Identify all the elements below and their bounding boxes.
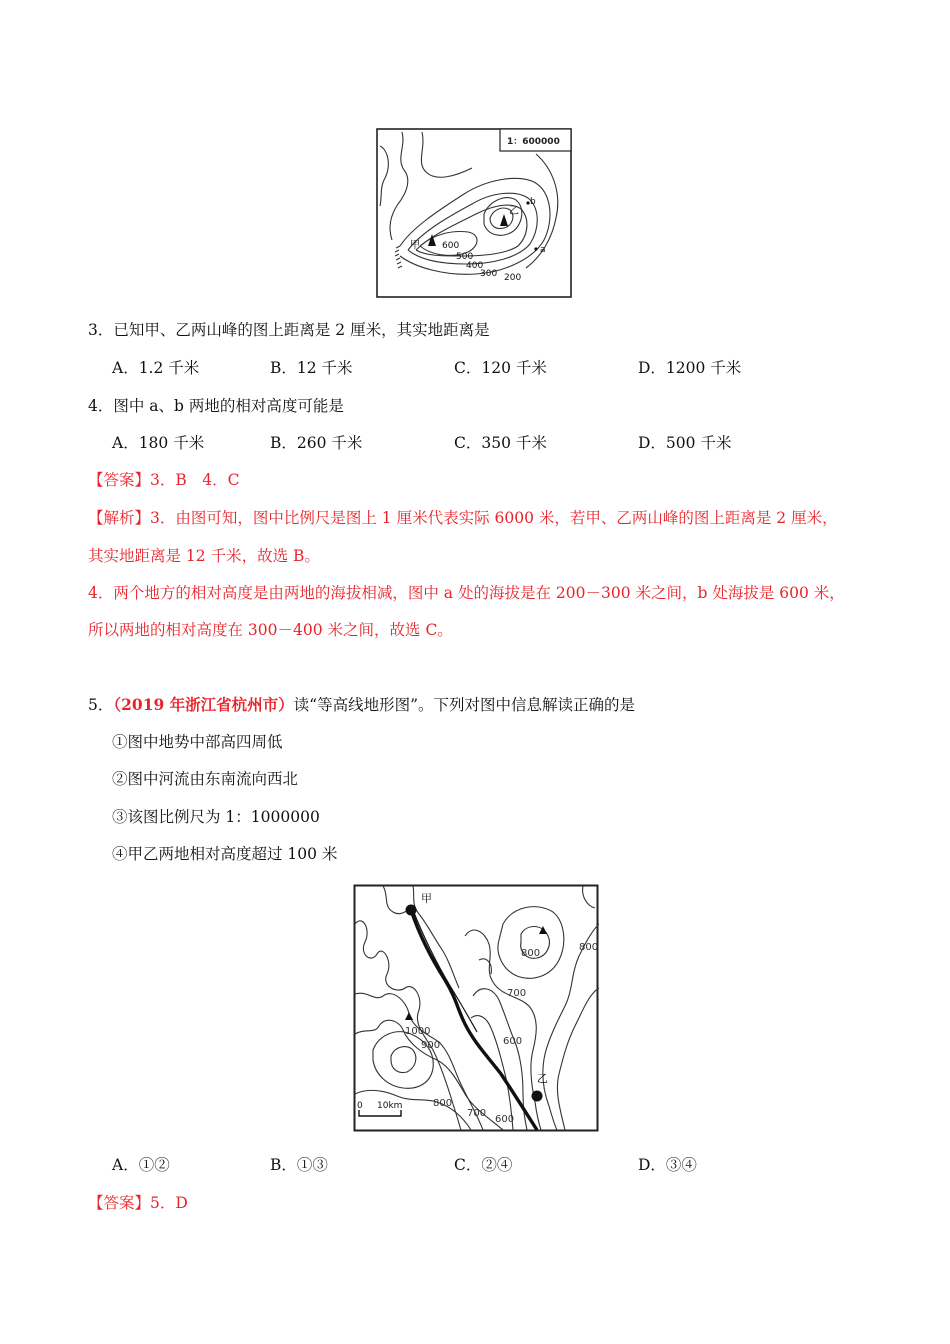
contour-label-800-bottom: 800 — [433, 1098, 453, 1109]
contour-label-700-bottom: 700 — [467, 1108, 487, 1119]
question-5-item-1: ①图中地势中部高四周低 — [112, 733, 283, 751]
question-5-item-2: ②图中河流由东南流向西北 — [112, 770, 299, 788]
contour-label-200: 200 — [504, 273, 522, 283]
question-5-item-3: ③该图比例尺为 1：1000000 — [112, 808, 320, 826]
scalebar-zero: 0 — [357, 1101, 363, 1111]
label-jia: 甲 — [421, 892, 432, 905]
question-5-option-c: C．②④ — [454, 1156, 513, 1174]
contour-map-figure-1 — [376, 128, 572, 298]
contour-map-figure-2 — [353, 884, 599, 1132]
analysis-line-3: 4．两个地方的相对高度是由两地的海拔相减，图中 a 处的海拔是在 200－300 米之间，b 处海拔是 600 米， — [88, 584, 845, 602]
question-4-stem: 4．图中 a、b 两地的相对高度可能是 — [88, 397, 344, 415]
question-4-option-c: C．350 千米 — [454, 434, 547, 452]
question-5-text: 读“等高线地形图”。下列对图中信息解读正确的是 — [293, 696, 636, 714]
question-5-option-a: A．①② — [112, 1156, 170, 1174]
scale-label: 1：600000 — [507, 137, 560, 147]
contour-label-600: 600 — [442, 241, 460, 251]
contour-label-900: 900 — [421, 1040, 441, 1051]
question-5-number: 5． — [88, 696, 114, 714]
label-yi: 乙 — [509, 206, 519, 217]
question-4-option-b: B．260 千米 — [270, 434, 363, 452]
question-3-option-a: A．1.2 千米 — [112, 359, 200, 377]
answer-5: 【答案】5．D — [88, 1194, 188, 1212]
label-a: a — [540, 245, 546, 255]
question-5-option-b: B．①③ — [270, 1156, 328, 1174]
contour-label-700-mid: 700 — [507, 988, 527, 999]
analysis-line-4: 所以两地的相对高度在 300－400 米之间，故选 C。 — [88, 621, 453, 639]
analysis-line-2: 其实地距离是 12 千米，故选 B。 — [88, 547, 320, 565]
contour-label-500: 500 — [456, 252, 474, 262]
question-3-option-c: C．120 千米 — [454, 359, 547, 377]
question-4-option-d: D．500 千米 — [638, 434, 732, 452]
label-yi: 乙 — [537, 1072, 548, 1085]
question-3-stem: 3．已知甲、乙两山峰的图上距离是 2 厘米，其实地距离是 — [88, 321, 490, 339]
contour-label-1000: 1000 — [405, 1026, 431, 1037]
contour-label-600-mid: 600 — [503, 1036, 523, 1047]
question-5-source: （2019 年浙江省杭州市） — [113, 695, 294, 714]
question-3-option-d: D．1200 千米 — [638, 359, 742, 377]
contour-label-800-hill: 800 — [521, 948, 541, 959]
question-3-option-b: B．12 千米 — [270, 359, 353, 377]
contour-label-300: 300 — [480, 269, 498, 279]
question-5-stem — [88, 695, 635, 715]
label-jia: 甲 — [410, 240, 420, 251]
answer-3-4: 【答案】3．B 4．C — [88, 471, 240, 489]
question-5-item-4: ④甲乙两地相对高度超过 100 米 — [112, 845, 338, 863]
contour-label-400: 400 — [466, 261, 484, 271]
question-4-option-a: A．180 千米 — [112, 434, 205, 452]
question-5-option-d: D．③④ — [638, 1156, 697, 1174]
label-b: b — [530, 197, 536, 207]
contour-label-800-right: 800 — [579, 942, 599, 953]
scalebar-length: 10km — [377, 1101, 403, 1111]
analysis-line-1: 【解析】3．由图可知，图中比例尺是图上 1 厘米代表实际 6000 米，若甲、乙两山峰的图上距离是 2 厘米， — [88, 509, 838, 527]
contour-label-600-bottom: 600 — [495, 1114, 515, 1125]
